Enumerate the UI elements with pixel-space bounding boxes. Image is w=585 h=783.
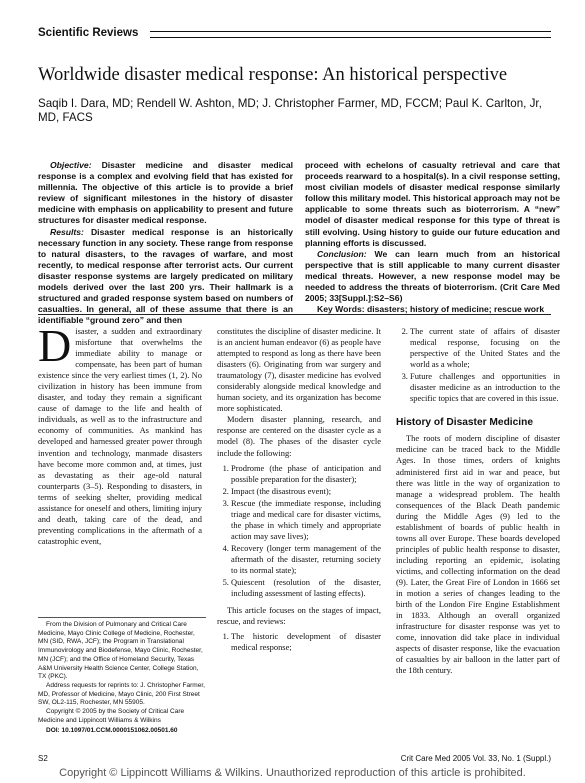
intro-text: isaster, a sudden and extraordinary misfortune that overwhelms the immediate ability to manage or compensate, has been part of human existence since the very earliest times (1, 2). No civilization in history has been immune from disaster, and today they remain a significant cause of damage to the life and health of individuals, as well as to the infrastructure and economy of communities. As mankind has developed and harnessed greater power through invention and technology, manmade disasters have become more common and, at times, just as devastating as their age-old natural counterparts (3–5). Responding to disasters, in terms of seeking shelter, providing medical assistance for oneself and others, limiting injury and death, taking care of the dead, and preventing complications in the aftermath of a catastrophic event, (38, 326, 202, 546)
list-item: 1. Prodrome (the phase of anticipation and possible preparation for the disaster); (231, 463, 381, 485)
results-continued: proceed with echelons of casualty retrieval and care that proceeds rearward to a hospital(s). In a civil response setting, most civilian models of disaster medical response similarly follow this military model. This historical approach may not be applicable to some threats such as bioterrorism. A “new” model of disaster medical response for this type of threat is still evolving. Using history to guide our future education and planning efforts is discussed. (305, 160, 560, 248)
author-list: Saqib I. Dara, MD; Rendell W. Ashton, MD; J. Christopher Farmer, MD, FCCM; Paul K. Carlton, Jr, MD, FACS (38, 97, 542, 124)
body-paragraph: This article focuses on the stages of impact, rescue, and reviews: (217, 605, 381, 627)
objective-label: Objective: (50, 160, 92, 170)
body-paragraph: The roots of modern discipline of disaster medicine can be traced back to the Middle Ages. In those times, orders of knights administered first aid in war and peace, but there was little in the way of organization to manage a widespread problem. The health consequences of the Black Death pandemic during the Middle Ages (9) led to the establishment of boards of public health in towns all over Europe. These boards developed principles of public health response to disaster, including reporting an epidemic, isolating victims, and collecting information on the dead (9). Later, the Great Fire of London in 1666 set in motion a series of changes leading to the birth of the London Fire Engine Establishment in 1833. Although an overall organized infrastructure for disaster response was yet to come, innovation did take place in individual aspects of disaster response, like the evacuation of casualties by air balloon in the latter part of the 18th century. (396, 433, 560, 676)
list-item: 3. Rescue (the immediate response, including triage and medical care for disaster victims, the phase in which timely and appropriate action may save lives); (231, 498, 381, 542)
abstract-divider (38, 314, 551, 315)
article-title: Worldwide disaster medical response: An historical perspective (38, 65, 508, 85)
focus-list (217, 631, 381, 653)
abstract-column-right (305, 160, 560, 326)
list-item: 2. Impact (the disastrous event); (231, 486, 381, 497)
abstract-conclusion (305, 249, 560, 304)
section-heading: History of Disaster Medicine (396, 417, 534, 429)
body-paragraph: constitutes the discipline of disaster medicine. It is an ancient human endeavor (6) as people have attempted to respond as long as there have been disasters (6). Originating from war surgery and traumatology (7), disaster medicine has evolved considerably alongside medical knowledge and human society, and its organization has become more sophisticated. (217, 326, 381, 414)
list-item: 4. Recovery (longer term management of the aftermath of the disaster, returning society to its normal state); (231, 543, 381, 576)
journal-citation: Crit Care Med 2005 Vol. 33, No. 1 (Suppl.) (400, 754, 551, 763)
keywords-label: Key Words: (317, 304, 365, 315)
objective-text: Disaster medicine and disaster medical response is a complex and evolving field that has existed for millennia. The objective of this article is to provide a brief review of significant milestones in the history of disaster medicine with emphasis on applicability to present and future structures for disaster medical response. (38, 160, 293, 226)
copyright-notice: Copyright © Lippincott Williams & Wilkins. Unauthorized reproduction of this article is prohibited. (59, 767, 526, 779)
section-label: Scientific Reviews (38, 27, 139, 39)
keywords-text: disasters; history of medicine; rescue work (364, 304, 545, 315)
abstract (38, 160, 560, 326)
affiliations: From the Division of Pulmonary and Critical Care Medicine, Mayo Clinic College of Medicine, Rochester, MN (SID, RWA, JCF); the Program in Translational Immunovirology and Biodefense, Mayo Clinic, Rochester, MN (JCF); and the Office of Homeland Security, Texas A&M University Health Science Center, College Station, TX (PKC). (38, 621, 203, 681)
reprint-address: Address requests for reprints to: J. Christopher Farmer, MD, Professor of Medicine, Mayo Clinic, 200 First Street SW, OL2-115, Rochester, MN 55905. (38, 681, 205, 707)
abstract-results (38, 227, 293, 327)
conclusion-label: Conclusion: (317, 248, 367, 259)
list-item: 5. Quiescent (resolution of the disaster, including assessment of lasting effects). (231, 577, 381, 599)
results-label: Results: (50, 226, 84, 237)
body-column-2 (217, 326, 381, 676)
body-paragraph: Modern disaster planning, research, and response are centered on the disaster cycle as a model (8). The phases of the disaster cycle include the following: (217, 414, 381, 458)
body-column-3 (396, 326, 560, 676)
focus-list-continued (396, 326, 560, 404)
abstract-objective (38, 160, 293, 227)
conclusion-text: We can learn much from an historical perspective that is still applicable to many current disaster medical threats. However, a new response model may be needed to address the threats of bioterrorism. (Crit Care Med 2005; 33[Suppl.]:S2–S6) (305, 248, 560, 304)
society-copyright: Copyright © 2005 by the Society of Critical Care Medicine and Lippincott Williams & Wilkins (38, 708, 185, 724)
intro-paragraph (38, 320, 202, 547)
list-item: 3. Future challenges and opportunities in disaster medicine as an introduction to the specific topics that are covered in this issue. (410, 371, 560, 404)
drop-cap: D (38, 320, 72, 371)
page-number: S2 (38, 754, 48, 763)
abstract-column-left (38, 160, 293, 326)
doi: DOI: 10.1097/01.CCM.0000151062.00501.60 (46, 727, 178, 735)
disaster-cycle-list (217, 463, 381, 600)
list-item: 2. The current state of affairs of disaster medical response, focusing on the perspective of the United States and the world as a whole; (410, 326, 560, 370)
section-rule (150, 31, 551, 38)
results-text: Disaster medical response is an historically necessary function in any society. These range from response to natural disasters, to the ravages of warfare, and most recently, to medical response after terrorist acts. Our current disaster response systems are largely predicated on military models derived over the last 200 yrs. Their hallmark is a structured and graded response system based on numbers of casualties. In general, all of these assume that there is an identifiable “ground zero” and then (38, 226, 293, 326)
list-item: 1. The historic development of disaster medical response; (231, 631, 381, 653)
footnote (38, 617, 206, 736)
